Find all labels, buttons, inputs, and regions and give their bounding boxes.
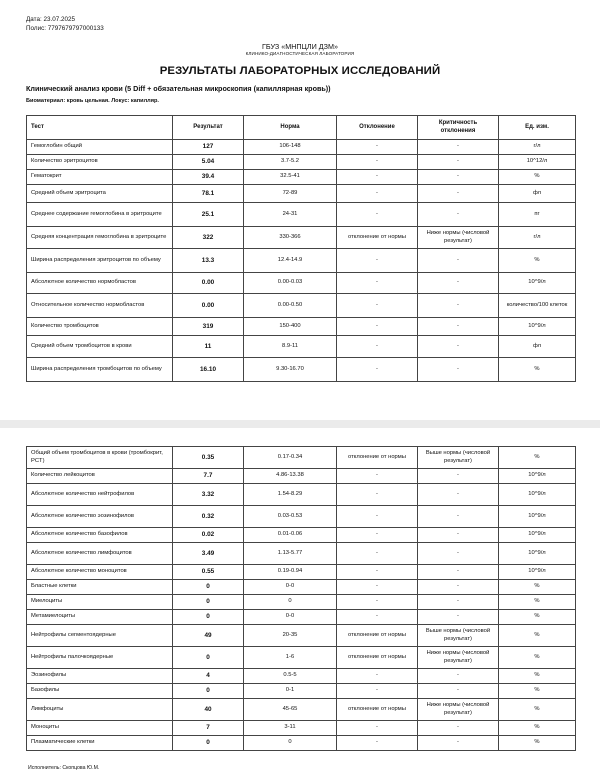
cell-criticality: - xyxy=(418,610,499,625)
cell-deviation: - xyxy=(337,185,418,203)
cell-unit: % xyxy=(499,721,576,736)
column-header-result: Результат xyxy=(173,116,244,140)
cell-test-name: Моноциты xyxy=(27,721,173,736)
cell-unit: % xyxy=(499,249,576,273)
table-row xyxy=(27,669,576,684)
column-header-test: Тест xyxy=(27,116,173,140)
cell-test-name: Базофилы xyxy=(27,684,173,699)
cell-test-name: Общий объем тромбоцитов в крови (тромбокрит, PCT) xyxy=(27,447,173,469)
cell-deviation: - xyxy=(337,684,418,699)
cell-test-name: Нейтрофилы сегментоядерные xyxy=(27,625,173,647)
table-row xyxy=(27,294,576,318)
cell-norm-range: 72-89 xyxy=(244,185,337,203)
cell-criticality: - xyxy=(418,273,499,294)
organization-block xyxy=(0,42,600,57)
cell-norm-range: 3.7-5.2 xyxy=(244,155,337,170)
cell-norm-range: 0.03-0.53 xyxy=(244,506,337,528)
cell-criticality: - xyxy=(418,580,499,595)
cell-deviation: - xyxy=(337,721,418,736)
cell-unit: 10^9/л xyxy=(499,565,576,580)
cell-deviation: отклонение от нормы xyxy=(337,227,418,249)
organization-name: ГБУЗ «МНПЦЛИ ДЗМ» xyxy=(262,42,338,51)
cell-result-value: 7 xyxy=(173,721,244,736)
cell-result-value: 11 xyxy=(173,336,244,358)
cell-norm-range: 9.30-16.70 xyxy=(244,358,337,382)
cell-norm-range: 8.9-11 xyxy=(244,336,337,358)
cell-criticality: - xyxy=(418,185,499,203)
cell-result-value: 0 xyxy=(173,684,244,699)
cell-deviation: отклонение от нормы xyxy=(337,447,418,469)
cell-result-value: 127 xyxy=(173,140,244,155)
table-row xyxy=(27,484,576,506)
cell-criticality: Ниже нормы (числовой результат) xyxy=(418,699,499,721)
cell-test-name: Метамиелоциты xyxy=(27,610,173,625)
cell-norm-range: 0.00-0.03 xyxy=(244,273,337,294)
cell-criticality: - xyxy=(418,249,499,273)
cell-deviation: - xyxy=(337,610,418,625)
cell-deviation: - xyxy=(337,318,418,336)
cell-norm-range: 20-35 xyxy=(244,625,337,647)
cell-criticality: - xyxy=(418,203,499,227)
cell-criticality: - xyxy=(418,528,499,543)
cell-unit: % xyxy=(499,610,576,625)
cell-result-value: 49 xyxy=(173,625,244,647)
cell-deviation: - xyxy=(337,506,418,528)
cell-test-name: Абсолютное количество нейтрофилов xyxy=(27,484,173,506)
cell-norm-range: 0 xyxy=(244,736,337,751)
cell-criticality: - xyxy=(418,736,499,751)
cell-unit: 10^9/л xyxy=(499,528,576,543)
cell-norm-range: 0.5-5 xyxy=(244,669,337,684)
cell-norm-range: 45-65 xyxy=(244,699,337,721)
cell-norm-range: 24-31 xyxy=(244,203,337,227)
cell-result-value: 25.1 xyxy=(173,203,244,227)
cell-test-name: Лимфоциты xyxy=(27,699,173,721)
report-page-2 xyxy=(0,428,600,771)
column-header-norm: Норма xyxy=(244,116,337,140)
table-row xyxy=(27,273,576,294)
table-row xyxy=(27,203,576,227)
cell-deviation: - xyxy=(337,484,418,506)
cell-test-name: Средний объем тромбоцитов в крови xyxy=(27,336,173,358)
cell-result-value: 40 xyxy=(173,699,244,721)
cell-norm-range: 12.4-14.9 xyxy=(244,249,337,273)
cell-result-value: 0.32 xyxy=(173,506,244,528)
cell-unit: % xyxy=(499,595,576,610)
cell-unit: фл xyxy=(499,185,576,203)
cell-unit: % xyxy=(499,625,576,647)
cell-deviation: - xyxy=(337,736,418,751)
table-header-row xyxy=(27,116,576,140)
cell-test-name: Относительное количество нормобластов xyxy=(27,294,173,318)
cell-result-value: 16.10 xyxy=(173,358,244,382)
cell-result-value: 0.00 xyxy=(173,294,244,318)
cell-unit: % xyxy=(499,170,576,185)
table-row xyxy=(27,185,576,203)
cell-unit: % xyxy=(499,684,576,699)
cell-deviation: отклонение от нормы xyxy=(337,647,418,669)
cell-test-name: Плазматические клетки xyxy=(27,736,173,751)
report-meta xyxy=(26,16,104,33)
cell-test-name: Количество лейкоцитов xyxy=(27,469,173,484)
table-row xyxy=(27,249,576,273)
cell-test-name: Эозинофилы xyxy=(27,669,173,684)
executor-name: Исполнитель: Скопцова Ю.М. xyxy=(28,765,100,771)
organization-subtitle: КЛИНИКО-ДИАГНОСТИЧЕСКАЯ ЛАБОРАТОРИЯ xyxy=(245,51,355,56)
cell-unit: % xyxy=(499,699,576,721)
biomaterial-info: Биоматериал: кровь цельная. Локус: капилляр. xyxy=(26,98,159,104)
report-date: Дата: 23.07.2025 xyxy=(26,16,75,23)
cell-deviation: отклонение от нормы xyxy=(337,625,418,647)
cell-criticality: - xyxy=(418,155,499,170)
cell-norm-range: 1-6 xyxy=(244,647,337,669)
table-row xyxy=(27,647,576,669)
cell-deviation: - xyxy=(337,565,418,580)
results-table-page-1 xyxy=(26,115,576,382)
cell-norm-range: 0-0 xyxy=(244,610,337,625)
cell-result-value: 39.4 xyxy=(173,170,244,185)
cell-unit: % xyxy=(499,580,576,595)
cell-deviation: - xyxy=(337,273,418,294)
cell-result-value: 0.35 xyxy=(173,447,244,469)
cell-test-name: Гемоглобин общий xyxy=(27,140,173,155)
cell-norm-range: 0-0 xyxy=(244,580,337,595)
cell-norm-range: 32.5-41 xyxy=(244,170,337,185)
cell-criticality: - xyxy=(418,506,499,528)
table-row xyxy=(27,227,576,249)
table-row xyxy=(27,336,576,358)
cell-unit: 10^9/л xyxy=(499,469,576,484)
cell-unit: пг xyxy=(499,203,576,227)
cell-norm-range: 0.19-0.94 xyxy=(244,565,337,580)
cell-unit: 10^9/л xyxy=(499,484,576,506)
cell-criticality: - xyxy=(418,684,499,699)
cell-deviation: - xyxy=(337,543,418,565)
cell-criticality: - xyxy=(418,140,499,155)
cell-unit: 10^9/л xyxy=(499,273,576,294)
cell-norm-range: 4.86-13.38 xyxy=(244,469,337,484)
table-row xyxy=(27,170,576,185)
table-row xyxy=(27,155,576,170)
cell-unit: % xyxy=(499,647,576,669)
cell-norm-range: 1.54-8.29 xyxy=(244,484,337,506)
cell-test-name: Средняя концентрация гемоглобина в эритроците xyxy=(27,227,173,249)
cell-test-name: Абсолютное количество эозинофилов xyxy=(27,506,173,528)
cell-deviation: - xyxy=(337,249,418,273)
cell-norm-range: 330-366 xyxy=(244,227,337,249)
column-header-unit: Ед. изм. xyxy=(499,116,576,140)
table-row xyxy=(27,506,576,528)
cell-test-name: Бластные клетки xyxy=(27,580,173,595)
cell-test-name: Ширина распределения эритроцитов по объему xyxy=(27,249,173,273)
cell-result-value: 322 xyxy=(173,227,244,249)
cell-unit: % xyxy=(499,669,576,684)
cell-unit: г/л xyxy=(499,227,576,249)
cell-criticality: Выше нормы (числовой результат) xyxy=(418,625,499,647)
cell-deviation: - xyxy=(337,580,418,595)
table-row xyxy=(27,565,576,580)
analysis-name: Клинический анализ крови (5 Diff + обязательная микроскопия (капиллярная кровь)) xyxy=(26,84,331,93)
cell-criticality: - xyxy=(418,170,499,185)
cell-norm-range: 3-11 xyxy=(244,721,337,736)
cell-test-name: Средний объем эритроцита xyxy=(27,185,173,203)
table-row xyxy=(27,528,576,543)
table-row xyxy=(27,580,576,595)
cell-unit: 10^12/л xyxy=(499,155,576,170)
table-row xyxy=(27,625,576,647)
cell-result-value: 0 xyxy=(173,595,244,610)
cell-test-name: Количество тромбоцитов xyxy=(27,318,173,336)
cell-norm-range: 106-148 xyxy=(244,140,337,155)
cell-deviation: - xyxy=(337,595,418,610)
cell-unit: количество/100 клеток xyxy=(499,294,576,318)
cell-deviation: - xyxy=(337,358,418,382)
cell-test-name: Абсолютное количество лимфоцитов xyxy=(27,543,173,565)
cell-result-value: 0.55 xyxy=(173,565,244,580)
cell-unit: % xyxy=(499,736,576,751)
column-header-deviation: Отклонение xyxy=(337,116,418,140)
cell-norm-range: 0.00-0.50 xyxy=(244,294,337,318)
cell-criticality: - xyxy=(418,565,499,580)
cell-result-value: 3.49 xyxy=(173,543,244,565)
cell-result-value: 4 xyxy=(173,669,244,684)
cell-criticality: - xyxy=(418,358,499,382)
cell-deviation: отклонение от нормы xyxy=(337,699,418,721)
table-row xyxy=(27,318,576,336)
cell-criticality: - xyxy=(418,484,499,506)
cell-deviation: - xyxy=(337,155,418,170)
cell-test-name: Среднее содержание гемоглобина в эритроците xyxy=(27,203,173,227)
policy-number: Полис: 7797679797000133 xyxy=(26,24,104,32)
cell-norm-range: 0-1 xyxy=(244,684,337,699)
cell-criticality: - xyxy=(418,336,499,358)
report-title: РЕЗУЛЬТАТЫ ЛАБОРАТОРНЫХ ИССЛЕДОВАНИЙ xyxy=(159,65,441,77)
cell-deviation: - xyxy=(337,140,418,155)
cell-norm-range: 0.01-0.06 xyxy=(244,528,337,543)
cell-criticality: Выше нормы (числовой результат) xyxy=(418,447,499,469)
cell-test-name: Ширина распределения тромбоцитов по объему xyxy=(27,358,173,382)
cell-result-value: 0 xyxy=(173,610,244,625)
table-row xyxy=(27,595,576,610)
cell-unit: г/л xyxy=(499,140,576,155)
cell-result-value: 7.7 xyxy=(173,469,244,484)
cell-test-name: Нейтрофилы палочкоядерные xyxy=(27,647,173,669)
table-row xyxy=(27,736,576,751)
cell-result-value: 319 xyxy=(173,318,244,336)
cell-test-name: Абсолютное количество моноцитов xyxy=(27,565,173,580)
cell-unit: фл xyxy=(499,336,576,358)
cell-test-name: Абсолютное количество нормобластов xyxy=(27,273,173,294)
cell-test-name: Гематокрит xyxy=(27,170,173,185)
cell-norm-range: 1.13-5.77 xyxy=(244,543,337,565)
table-row xyxy=(27,358,576,382)
cell-criticality: Ниже нормы (числовой результат) xyxy=(418,647,499,669)
cell-norm-range: 0.17-0.34 xyxy=(244,447,337,469)
cell-norm-range: 150-400 xyxy=(244,318,337,336)
cell-deviation: - xyxy=(337,203,418,227)
table-row xyxy=(27,699,576,721)
table-row xyxy=(27,140,576,155)
cell-result-value: 0.02 xyxy=(173,528,244,543)
table-row xyxy=(27,610,576,625)
cell-deviation: - xyxy=(337,469,418,484)
cell-criticality: - xyxy=(418,721,499,736)
column-header-criticality: Критичность отклонения xyxy=(418,116,499,140)
cell-criticality: Ниже нормы (числовой результат) xyxy=(418,227,499,249)
cell-deviation: - xyxy=(337,170,418,185)
cell-test-name: Миелоциты xyxy=(27,595,173,610)
cell-result-value: 0 xyxy=(173,647,244,669)
table-row xyxy=(27,469,576,484)
cell-result-value: 0 xyxy=(173,580,244,595)
cell-result-value: 5.04 xyxy=(173,155,244,170)
cell-test-name: Абсолютное количество базофилов xyxy=(27,528,173,543)
cell-unit: 10^9/л xyxy=(499,318,576,336)
table-row xyxy=(27,447,576,469)
cell-criticality: - xyxy=(418,543,499,565)
cell-result-value: 3.32 xyxy=(173,484,244,506)
cell-unit: % xyxy=(499,358,576,382)
cell-deviation: - xyxy=(337,669,418,684)
cell-criticality: - xyxy=(418,595,499,610)
cell-deviation: - xyxy=(337,528,418,543)
results-table-page-2 xyxy=(26,446,576,751)
cell-deviation: - xyxy=(337,294,418,318)
cell-deviation: - xyxy=(337,336,418,358)
cell-criticality: - xyxy=(418,469,499,484)
cell-norm-range: 0 xyxy=(244,595,337,610)
table-row xyxy=(27,543,576,565)
cell-criticality: - xyxy=(418,318,499,336)
cell-unit: 10^9/л xyxy=(499,506,576,528)
cell-result-value: 13.3 xyxy=(173,249,244,273)
cell-result-value: 0 xyxy=(173,736,244,751)
cell-result-value: 0.00 xyxy=(173,273,244,294)
cell-unit: % xyxy=(499,447,576,469)
table-row xyxy=(27,684,576,699)
cell-result-value: 78.1 xyxy=(173,185,244,203)
cell-criticality: - xyxy=(418,294,499,318)
cell-unit: 10^9/л xyxy=(499,543,576,565)
table-row xyxy=(27,721,576,736)
cell-test-name: Количество эритроцитов xyxy=(27,155,173,170)
cell-criticality: - xyxy=(418,669,499,684)
